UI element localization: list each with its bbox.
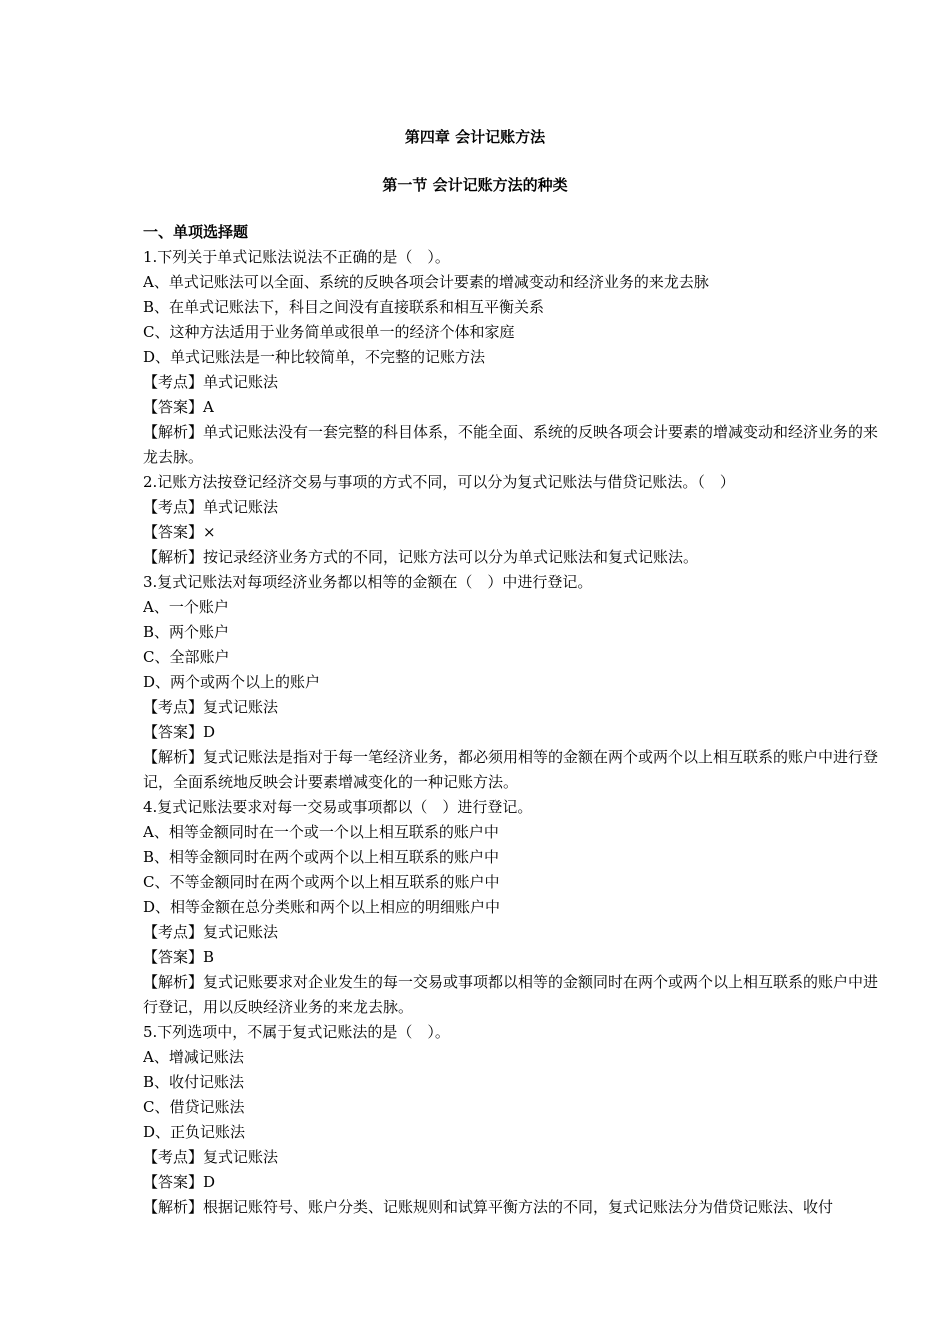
question-stem: 2.记账方法按登记经济交易与事项的方式不同，可以分为复式记账法与借贷记账法。（ ） <box>143 473 735 491</box>
question-option: C、借贷记账法 <box>143 1098 245 1116</box>
question-stem: 5.下列选项中，不属于复式记账法的是（ ）。 <box>143 1023 450 1041</box>
question-analysis: 【解析】复式记账要求对企业发生的每一交易或事项都以相等的金额同时在两个或两个以上相互联系的账户中进行登记，用以反映经济业务的来龙去脉。 <box>143 973 879 1016</box>
question-option: C、不等金额同时在两个或两个以上相互联系的账户中 <box>143 873 500 891</box>
question-answer: 【答案】D <box>143 723 216 741</box>
question-stem: 3.复式记账法对每项经济业务都以相等的金额在（ ）中进行登记。 <box>143 573 593 591</box>
question-2 <box>143 470 878 570</box>
question-option: B、收付记账法 <box>143 1073 245 1091</box>
question-1 <box>143 245 878 470</box>
question-option: A、相等金额同时在一个或一个以上相互联系的账户中 <box>143 823 499 841</box>
question-4 <box>143 795 878 1020</box>
question-option: D、正负记账法 <box>143 1123 246 1141</box>
question-option: D、相等金额在总分类账和两个以上相应的明细账户中 <box>143 898 501 916</box>
question-answer: 【答案】A <box>143 398 214 416</box>
chapter-title: 第四章 会计记账方法 <box>404 128 546 146</box>
question-analysis: 【解析】复式记账法是指对于每一笔经济业务，都必须用相等的金额在两个或两个以上相互联系的账户中进行登记，全面系统地反映会计要素增减变化的一种记账方法。 <box>143 748 879 791</box>
question-option: D、两个或两个以上的账户 <box>143 673 321 691</box>
question-option: A、单式记账法可以全面、系统的反映各项会计要素的增减变动和经济业务的来龙去脉 <box>143 273 709 291</box>
question-analysis: 【解析】按记录经济业务方式的不同，记账方法可以分为单式记账法和复式记账法。 <box>143 548 699 566</box>
question-stem: 4.复式记账法要求对每一交易或事项都以（ ）进行登记。 <box>143 798 533 816</box>
question-answer: 【答案】B <box>143 948 215 966</box>
question-point: 【考点】复式记账法 <box>143 923 279 941</box>
question-analysis: 【解析】根据记账符号、账户分类、记账规则和试算平衡方法的不同，复式记账法分为借贷记账法、收付 <box>143 1198 834 1216</box>
question-point: 【考点】复式记账法 <box>143 1148 279 1166</box>
question-content <box>143 220 878 1220</box>
question-option: A、一个账户 <box>143 598 229 616</box>
question-5 <box>143 1020 878 1220</box>
question-point: 【考点】复式记账法 <box>143 698 279 716</box>
question-option: C、这种方法适用于业务简单或很单一的经济个体和家庭 <box>143 323 515 341</box>
question-option: A、增减记账法 <box>143 1048 244 1066</box>
question-answer: 【答案】× <box>143 523 216 541</box>
question-option: B、两个账户 <box>143 623 230 641</box>
question-answer: 【答案】D <box>143 1173 216 1191</box>
section-title: 第一节 会计记账方法的种类 <box>382 176 568 194</box>
question-stem: 1.下列关于单式记账法说法不正确的是（ ）。 <box>143 248 450 266</box>
question-point: 【考点】单式记账法 <box>143 498 279 516</box>
part-heading: 一、单项选择题 <box>143 223 249 241</box>
question-point: 【考点】单式记账法 <box>143 373 279 391</box>
question-option: D、单式记账法是一种比较简单，不完整的记账方法 <box>143 348 486 366</box>
question-option: C、全部账户 <box>143 648 230 666</box>
question-option: B、在单式记账法下，科目之间没有直接联系和相互平衡关系 <box>143 298 545 316</box>
question-3 <box>143 570 878 795</box>
question-analysis: 【解析】单式记账法没有一套完整的科目体系，不能全面、系统的反映各项会计要素的增减变动和经济业务的来龙去脉。 <box>143 423 879 466</box>
question-option: B、相等金额同时在两个或两个以上相互联系的账户中 <box>143 848 500 866</box>
